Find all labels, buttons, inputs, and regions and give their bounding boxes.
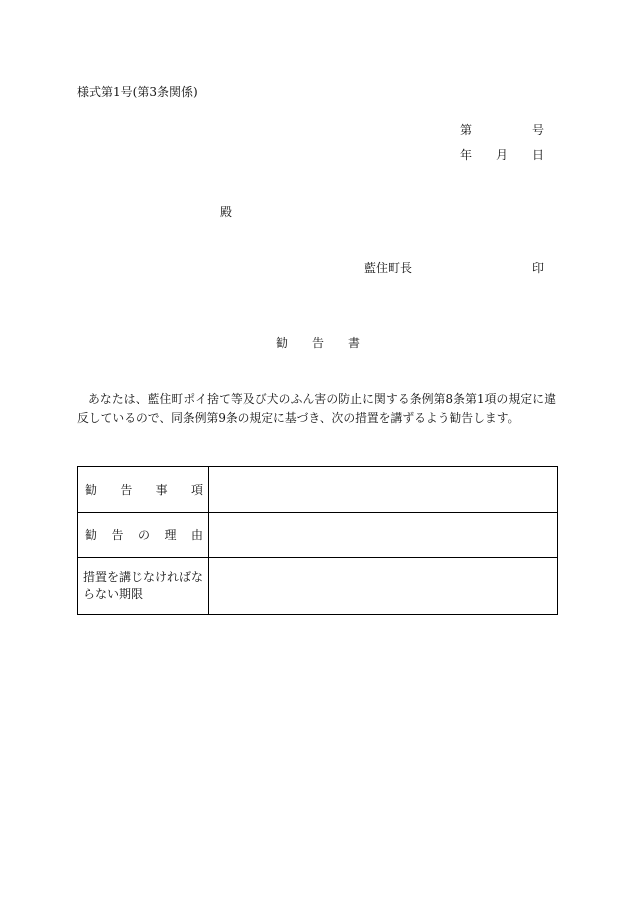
value-cell: [209, 513, 558, 558]
issuer-title: 藍住町長: [364, 261, 413, 275]
addressee-suffix: 殿: [220, 205, 233, 219]
label-cell: [78, 513, 209, 558]
value-cell: [209, 467, 558, 513]
label-cell: [78, 467, 209, 513]
row-label: 勧告事項: [85, 482, 203, 497]
reference-number-line: 第 号: [460, 123, 545, 137]
label-cell: [78, 558, 209, 615]
table-row: [78, 467, 558, 513]
date-line: 年 月 日: [460, 148, 545, 162]
document-title: 勧 告 書: [276, 336, 361, 350]
seal-mark: 印: [532, 261, 545, 275]
body-line: 反しているので、同条例第9条の規定に基づき、次の措置を講ずるよう勧告します。: [77, 411, 520, 425]
value-cell: [209, 558, 558, 615]
form-number: 様式第1号(第3条関係): [77, 85, 198, 99]
body-line: あなたは、藍住町ポイ捨て等及び犬のふん害の防止に関する条例第8条第1項の規定に違: [88, 392, 556, 406]
table-row: [78, 558, 558, 615]
recommendation-table: [77, 466, 558, 615]
row-label: 勧告の理由: [85, 528, 203, 542]
table-row: [78, 513, 558, 558]
row-label: 措置を講じなければならない期限: [83, 570, 204, 601]
